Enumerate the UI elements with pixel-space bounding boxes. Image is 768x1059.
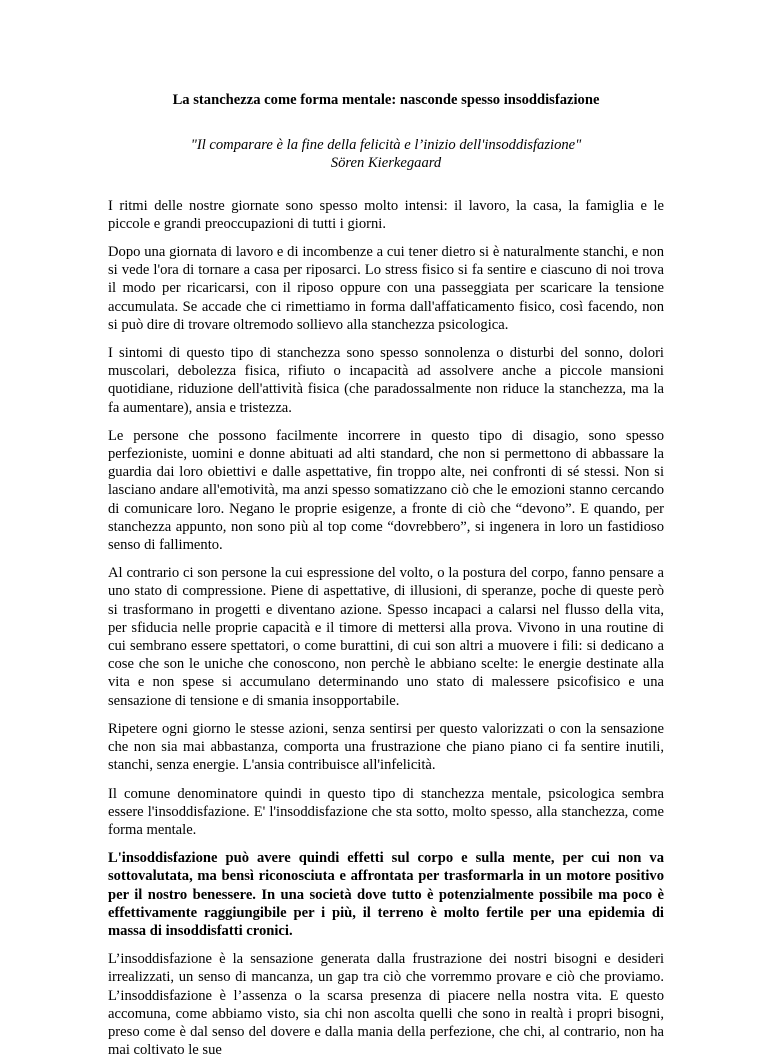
paragraph-9: L’insoddisfazione è la sensazione generata dalla frustrazione dei nostri bisogni e desideri irrealizzati, un senso di mancanza, un gap tra ciò che vorremmo provare e ciò che proviamo. L’insoddisfazione è l’assenza o la scarsa presenza di piacere nella nostra vita. E questo accomuna, come abbiamo visto, sia chi non ascolta quelli che sono in realtà i propri bisogni, preso come è dal senso del dovere e dalla mania della perfezione, che chi, al contrario, non ha mai coltivato le sue [108,951,664,1059]
paragraph-4: Le persone che possono facilmente incorrere in questo tipo di disagio, sono spesso perfezioniste, uomini e donne abituati ad alti standard, che non si permettono di abbassare la guardia dai loro obiettivi e dalle aspettative, fin troppo alte, nei confronti di sé stessi. Non si lasciano andare all'emotività, ma anzi spesso somatizzano ciò che le emozioni stanno cercando di comunicare loro. Negano le proprie esigenze, a fronte di ciò che “devono”. E quando, per stanchezza appunto, non sono più al top come “dovrebbero”, si ingenera in loro un fastidioso senso di fallimento. [108,427,664,554]
document-title: La stanchezza come forma mentale: nasconde spesso insoddisfazione [172,92,600,108]
epigraph-quote: "Il comparare è la fine della felicità e l’inizio dell'insoddisfazione" [190,137,582,154]
paragraph-2: Dopo una giornata di lavoro e di incombenze a cui tener dietro si è naturalmente stanchi, e non si vede l'ora di tornare a casa per riposarci. Lo stress fisico si fa sentire e ciascuno di noi trova il modo per ricaricarsi, con il riposo oppure con una passeggiata per scaricare la tensione accumulata. Se accade che ci rimettiamo in forma dall'affaticamento fisico, così facendo, non si può dire di trovare oltremodo sollievo alla stanchezza psicologica. [108,244,664,333]
paragraph-3: I sintomi di questo tipo di stanchezza sono spesso sonnolenza o disturbi del sonno, dolori muscolari, debolezza fisica, rifiuto o incapacità ad assolvere anche a piccole mansioni quotidiane, riduzione dell'attività fisica (che paradossalmente non riduce la stanchezza, ma la fa aumentare), ansia e tristezza. [108,345,664,416]
epigraph-author: Sören Kierkegaard [330,155,442,172]
paragraph-5: Al contrario ci son persone la cui espressione del volto, o la postura del corpo, fanno pensare a uno stato di compressione. Piene di aspettative, di illusioni, di speranze, poche di queste però si trasformano in progetti e diventano azione. Spesso incapaci a calarsi nel flusso della vita, per sfiducia nelle proprie capacità e il timore di mettersi alla prova. Vivono in una routine di cui sembrano essere spettatori, o come burattini, di cui son altri a muovere i fili: si dedicano a cose che son le uniche che conoscono, non perchè le abbiano scelte: le energie destinate alla vita e non spese si accumulano determinando uno stato di malessere psicofisico e una sensazione di tensione e di smania insopportabile. [108,565,664,709]
paragraph-1: I ritmi delle nostre giornate sono spesso molto intensi: il lavoro, la casa, la famiglia e le piccole e grandi preoccupazioni di tutti i giorni. [108,197,664,232]
paragraph-6: Ripetere ogni giorno le stesse azioni, senza sentirsi per questo valorizzati o con la sensazione che non sia mai abbastanza, comporta una frustrazione che piano piano ci fa sentire inutili, stanchi, senza energie. L'ansia contribuisce all'infelicità. [108,720,664,774]
paragraph-7: Il comune denominatore quindi in questo tipo di stanchezza mentale, psicologica sembra essere l'insoddisfazione. E' l'insoddisfazione che sta sotto, molto spesso, alla stanchezza, come forma mentale. [108,785,664,838]
paragraph-8-bold: L'insoddisfazione può avere quindi effetti sul corpo e sulla mente, per cui non va sottovalutata, ma bensì riconosciuta e affrontata per trasformarla in un motore positivo per il nostro benessere. In una società dove tutto è potenzialmente possibile ma poco è effettivamente raggiungibile per i più, il terreno è molto fertile per una epidemia di massa di insoddisfatti cronici. [108,850,664,939]
